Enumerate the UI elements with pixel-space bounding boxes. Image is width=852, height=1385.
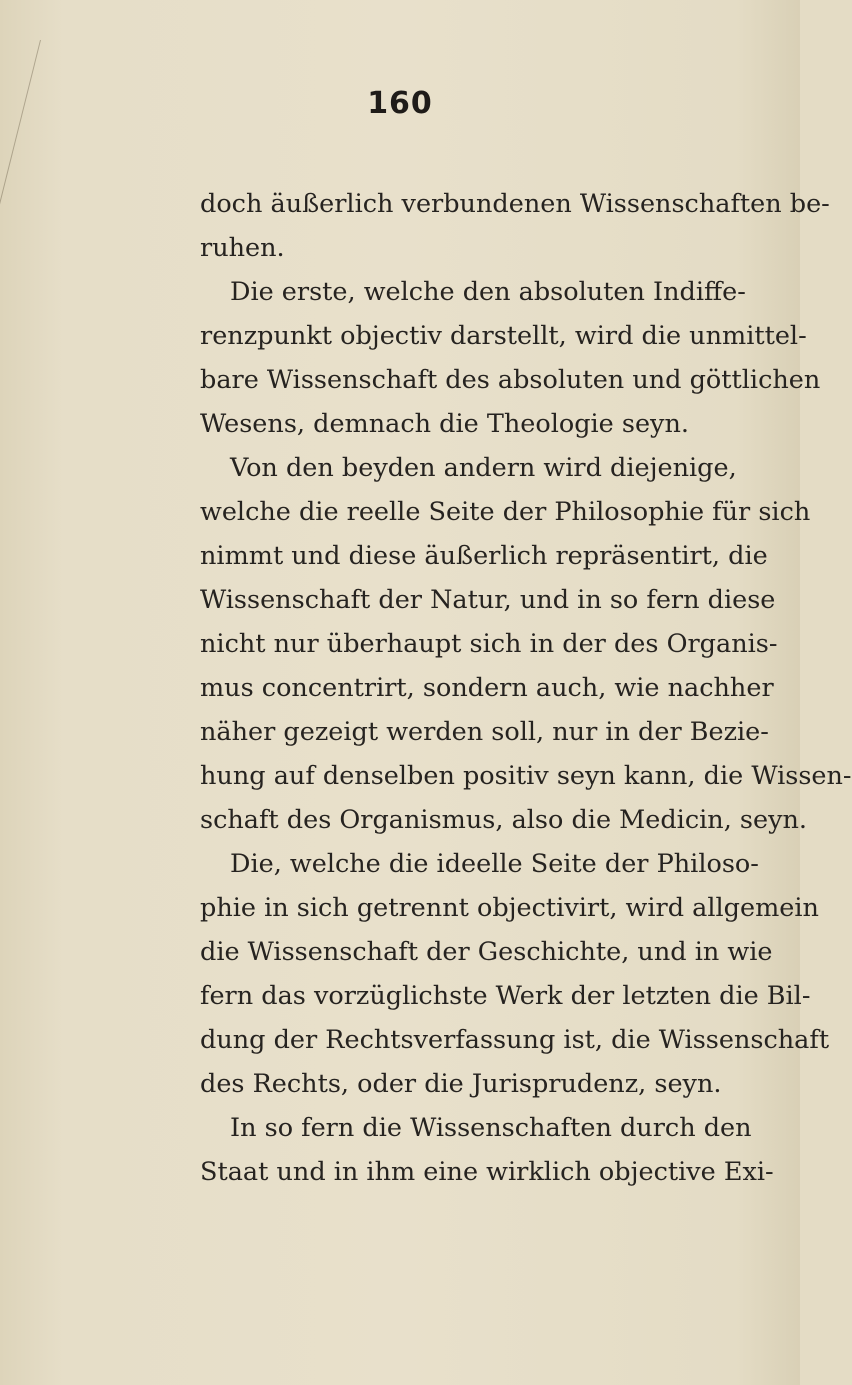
text-line: des Rechts, oder die Jurisprudenz, seyn. [200,1069,722,1099]
text-line: renzpunkt objectiv darstellt, wird die unmittel- [200,321,807,351]
text-line: schaft des Organismus, also die Medicin, seyn. [200,805,808,835]
text-line: Von den beyden andern wird diejenige, [230,453,737,483]
text-line: nimmt und diese äußerlich repräsentirt, die [200,541,768,571]
text-line: welche die reelle Seite der Philosophie für sich [200,497,811,527]
text-line: mus concentrirt, sondern auch, wie nachher [200,673,774,703]
text-line: Wissenschaft der Natur, und in so fern diese [200,585,776,615]
text-line: ruhen. [200,233,285,263]
text-line: Wesens, demnach die Theologie seyn. [200,409,689,439]
text-line: Staat und in ihm eine wirklich objective Exi- [200,1157,774,1187]
text-line: Die, welche die ideelle Seite der Philoso- [230,849,759,879]
text-line: fern das vorzüglichste Werk der letzten die Bil- [200,981,811,1011]
text-line: phie in sich getrennt objectivirt, wird allgemein [200,893,819,923]
text-line: die Wissenschaft der Geschichte, und in wie [200,937,773,967]
text-line: nicht nur überhaupt sich in der des Organis- [200,629,778,659]
text-line: Die erste, welche den absoluten Indiffe- [230,277,746,307]
text-line: näher gezeigt werden soll, nur in der Bezie- [200,717,769,747]
page-number: 160 [367,86,433,121]
text-line: In so fern die Wissenschaften durch den [230,1113,752,1143]
text-line: doch äußerlich verbundenen Wissenschaften be- [200,189,830,219]
text-line: hung auf denselben positiv seyn kann, die Wissen- [200,761,852,791]
text-line: bare Wissenschaft des absoluten und göttlichen [200,365,821,395]
text-line: dung der Rechtsverfassung ist, die Wissenschaft [200,1025,830,1055]
